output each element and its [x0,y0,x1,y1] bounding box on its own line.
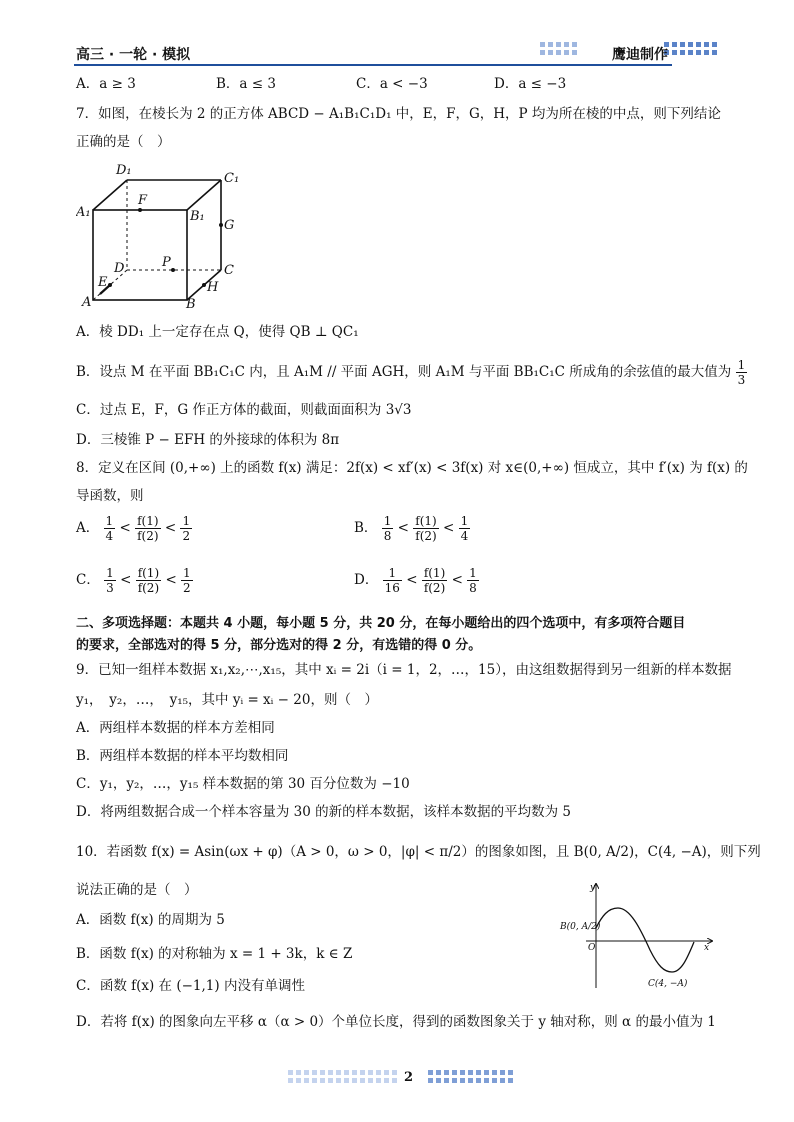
q9-stem-line2: y₁， y₂，…， y₁₅，其中 yᵢ = xᵢ − 20，则（ ） [76,692,378,708]
q7-option-b-fraction: $\frac{1}{3}$ [737,358,746,387]
q10-option-b: B．函数 f(x) 的对称轴为 x = 1 + 3k，k ∈ Z [76,946,353,962]
graph-point-c-label: C(4, −A) [648,979,688,989]
q7-option-c: C．过点 E，F，G 作正方体的截面，则截面面积为 3√3 [76,402,412,418]
q7-stem-line2: 正确的是（ ） [76,134,171,150]
q7-option-b [76,358,747,387]
q10-stem-line2: 说法正确的是（ ） [76,882,198,898]
q8-option-d: D． $\frac{1}{16}$ < $\frac{f(1)}{f(2)}$ < $\frac{1}{8}$ [354,566,477,595]
graph-point-b-label: B(0, A/2) [560,922,601,932]
q7-option-b-text: B．设点 M 在平面 BB₁C₁C 内，且 A₁M // 平面 AGH，则 A₁M 与平面 BB₁C₁C 所成角的余弦值的最大值为 [76,364,732,380]
q6-option-c: C．a < −3 [356,76,428,92]
q9-option-c: C．y₁，y₂，…，y₁₅ 样本数据的第 30 百分位数为 −10 [76,776,410,792]
cube-label-h: H [207,280,219,295]
q8-option-c: C． $\frac{1}{3}$ < $\frac{f(1)}{f(2)}$ < $\frac{1}{2}$ [76,566,191,595]
footer-dot-pattern [280,1068,520,1086]
q9-option-d: D．将两组数据合成一个样本容量为 30 的新的样本数据，该样本数据的平均数为 5 [76,804,571,820]
q7-option-d: D．三棱锥 P − EFH 的外接球的体积为 8π [76,432,340,448]
cube-label-p: P [162,255,171,270]
cube-label-a1: A₁ [76,205,91,220]
q10-sine-graph [556,880,716,992]
graph-x-label: x [704,943,710,953]
q8-option-a: A． $\frac{1}{4}$ < $\frac{f(1)}{f(2)}$ < $\frac{1}{2}$ [76,514,191,543]
q7-stem-line1: 7．如图，在棱长为 2 的正方体 ABCD − A₁B₁C₁D₁ 中，E，F，G，H，P 均为所在棱的中点，则下列结论 [76,106,721,122]
cube-figure [76,158,246,308]
cube-label-e: E [98,275,108,290]
q10-option-d: D．若将 f(x) 的图象向左平移 α（α > 0）个单位长度，得到的函数图象关于 y 轴对称，则 α 的最小值为 1 [76,1014,716,1030]
q9-stem-line1: 9．已知一组样本数据 x₁,x₂,⋯,x₁₅，其中 xᵢ = 2i（i = 1，2，…，15），由这组数据得到另一组新的样本数据 [76,662,732,678]
q10-option-c: C．函数 f(x) 在 (−1,1) 内没有单调性 [76,978,305,994]
q8-stem-line2: 导函数，则 [76,488,144,504]
cube-label-b1: B₁ [190,209,205,224]
cube-label-c1: C₁ [224,171,240,186]
cube-label-d: D [114,261,125,276]
cube-label-f: F [138,193,148,208]
cube-label-b: B [186,297,196,308]
q7-option-a: A．棱 DD₁ 上一定存在点 Q，使得 QB ⊥ QC₁ [76,324,359,340]
q10-option-a: A．函数 f(x) 的周期为 5 [76,912,225,928]
q8-stem-line1: 8．定义在区间 (0,+∞) 上的函数 f(x) 满足：2f(x) < xf′(x) < 3f(x) 对 x∈(0,+∞) 恒成立，其中 f′(x) 为 f(x) 的 [76,460,748,476]
q9-option-b: B．两组样本数据的样本平均数相同 [76,748,289,764]
cube-label-a: A [82,295,92,308]
q9-option-a: A．两组样本数据的样本方差相同 [76,720,275,736]
header-title: 高三 · 一轮 · 模拟 [76,47,191,63]
section2-heading-line2: 的要求，全部选对的得 5 分，部分选对的得 2 分，有选错的得 0 分。 [76,638,482,653]
cube-label-d1: D₁ [116,163,132,178]
q6-option-a: A．a ≥ 3 [76,76,136,92]
q6-option-b: B．a ≤ 3 [216,76,276,92]
graph-origin-label: O [588,943,596,953]
q8-option-b: B． $\frac{1}{8}$ < $\frac{f(1)}{f(2)}$ < $\frac{1}{4}$ [354,514,469,543]
section2-heading-line1: 二、多项选择题：本题共 4 小题，每小题 5 分，共 20 分，在每小题给出的四个选项中，有多项符合题目 [76,616,686,631]
header-author: 鹰迪制作 [612,47,668,63]
graph-y-label: y [590,883,596,893]
header-divider [74,64,672,66]
page-number: 2 [404,1070,414,1085]
q6-option-d: D．a ≤ −3 [494,76,567,92]
cube-label-g: G [224,218,235,233]
cube-label-c: C [224,263,234,278]
page-header [0,0,794,70]
q10-stem-line1: 10．若函数 f(x) = Asin(ωx + φ)（A > 0，ω > 0，|φ| < π/2）的图象如图，且 B(0, A/2)，C(4, −A)，则下列 [76,844,761,860]
